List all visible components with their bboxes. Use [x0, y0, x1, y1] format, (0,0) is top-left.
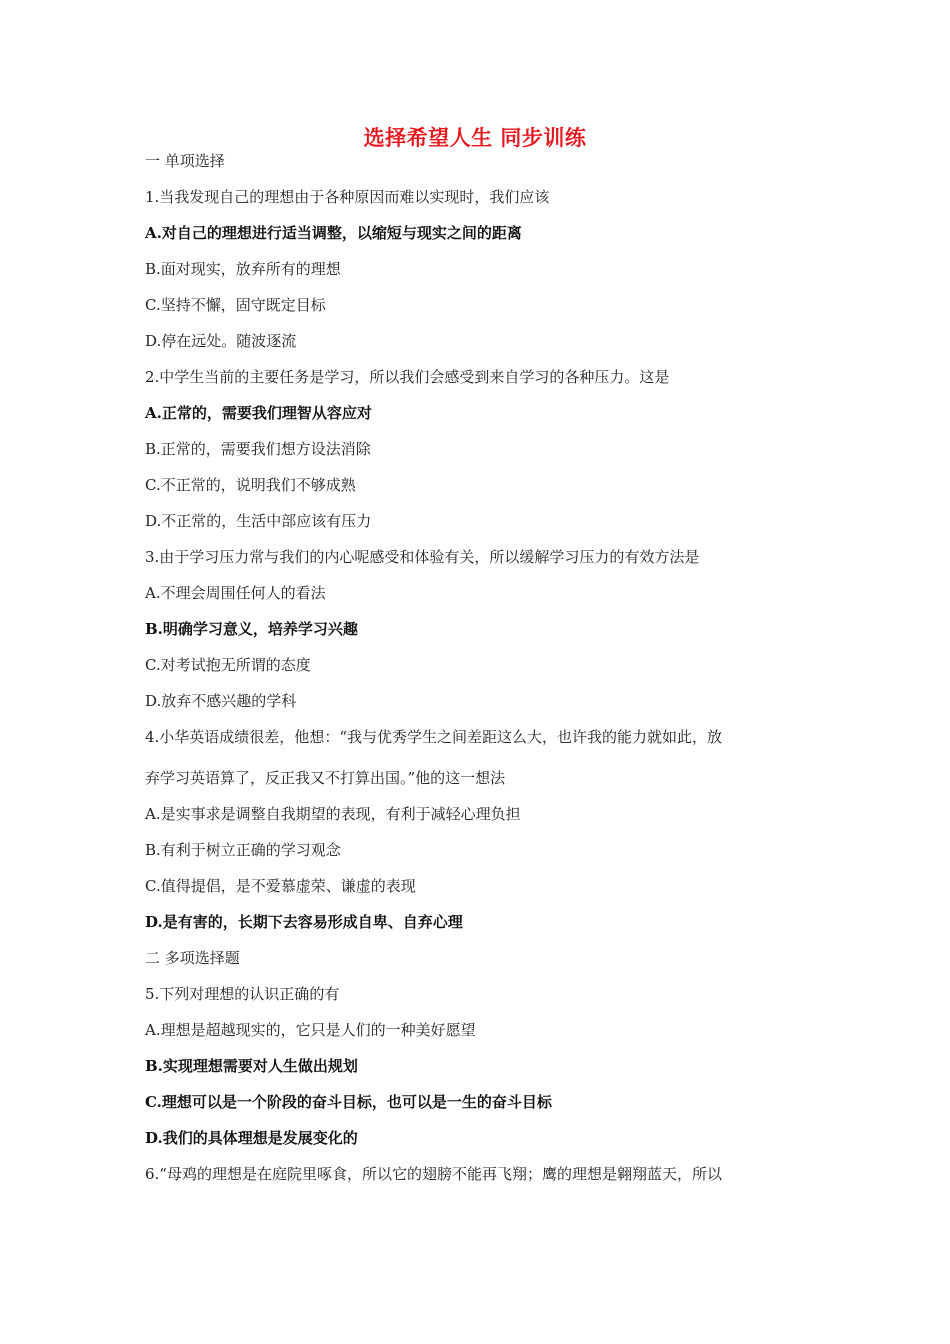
- answer-line: D.是有害的，长期下去容易形成自卑、自弃心理: [145, 913, 463, 931]
- answer-line: B.实现理想需要对人生做出规划: [145, 1057, 358, 1075]
- text-line: A.是实事求是调整自我期望的表现，有利于减轻心理负担: [145, 805, 521, 823]
- text-line: D.停在远处。随波逐流: [145, 332, 297, 350]
- text-line: 2.中学生当前的主要任务是学习，所以我们会感受到来自学习的各种压力。这是: [145, 368, 670, 386]
- text-line: 3.由于学习压力常与我们的内心呢感受和体验有关，所以缓解学习压力的有效方法是: [145, 548, 700, 566]
- text-line: A.不理会周围任何人的看法: [145, 584, 326, 602]
- text-line: D.不正常的，生活中部应该有压力: [145, 512, 372, 530]
- text-line: C.不正常的，说明我们不够成熟: [145, 476, 356, 494]
- answer-line: C.理想可以是一个阶段的奋斗目标，也可以是一生的奋斗目标: [145, 1093, 552, 1111]
- answer-line: B.明确学习意义，培养学习兴趣: [145, 620, 358, 638]
- text-line: 1.当我发现自己的理想由于各种原因而难以实现时，我们应该: [145, 188, 550, 206]
- text-line: 弃学习英语算了，反正我又不打算出国。”他的这一想法: [145, 769, 506, 787]
- text-line: A.理想是超越现实的，它只是人们的一种美好愿望: [145, 1021, 476, 1039]
- text-line: B.正常的，需要我们想方设法消除: [145, 440, 371, 458]
- document-body: [145, 152, 815, 1201]
- text-line: C.对考试抱无所谓的态度: [145, 656, 311, 674]
- text-line: C.值得提倡，是不爱慕虚荣、谦虚的表现: [145, 877, 416, 895]
- text-line: 4.小华英语成绩很差，他想：“我与优秀学生之间差距这么大，也许我的能力就如此，放: [145, 728, 722, 746]
- text-line: D.放弃不感兴趣的学科: [145, 692, 297, 710]
- document-title: 选择希望人生 同步训练: [363, 126, 587, 150]
- answer-line: A.正常的，需要我们理智从容应对: [145, 404, 372, 422]
- answer-line: A.对自己的理想进行适当调整，以缩短与现实之间的距离: [145, 224, 522, 242]
- text-line: 5.下列对理想的认识正确的有: [145, 985, 340, 1003]
- text-line: B.面对现实，放弃所有的理想: [145, 260, 341, 278]
- answer-line: D.我们的具体理想是发展变化的: [145, 1129, 358, 1147]
- text-line: 一 单项选择: [145, 152, 225, 170]
- text-line: 二 多项选择题: [145, 949, 240, 967]
- text-line: 6.“母鸡的理想是在庭院里啄食，所以它的翅膀不能再飞翔；鹰的理想是翱翔蓝天，所以: [145, 1165, 722, 1183]
- text-line: C.坚持不懈，固守既定目标: [145, 296, 326, 314]
- text-line: B.有利于树立正确的学习观念: [145, 841, 341, 859]
